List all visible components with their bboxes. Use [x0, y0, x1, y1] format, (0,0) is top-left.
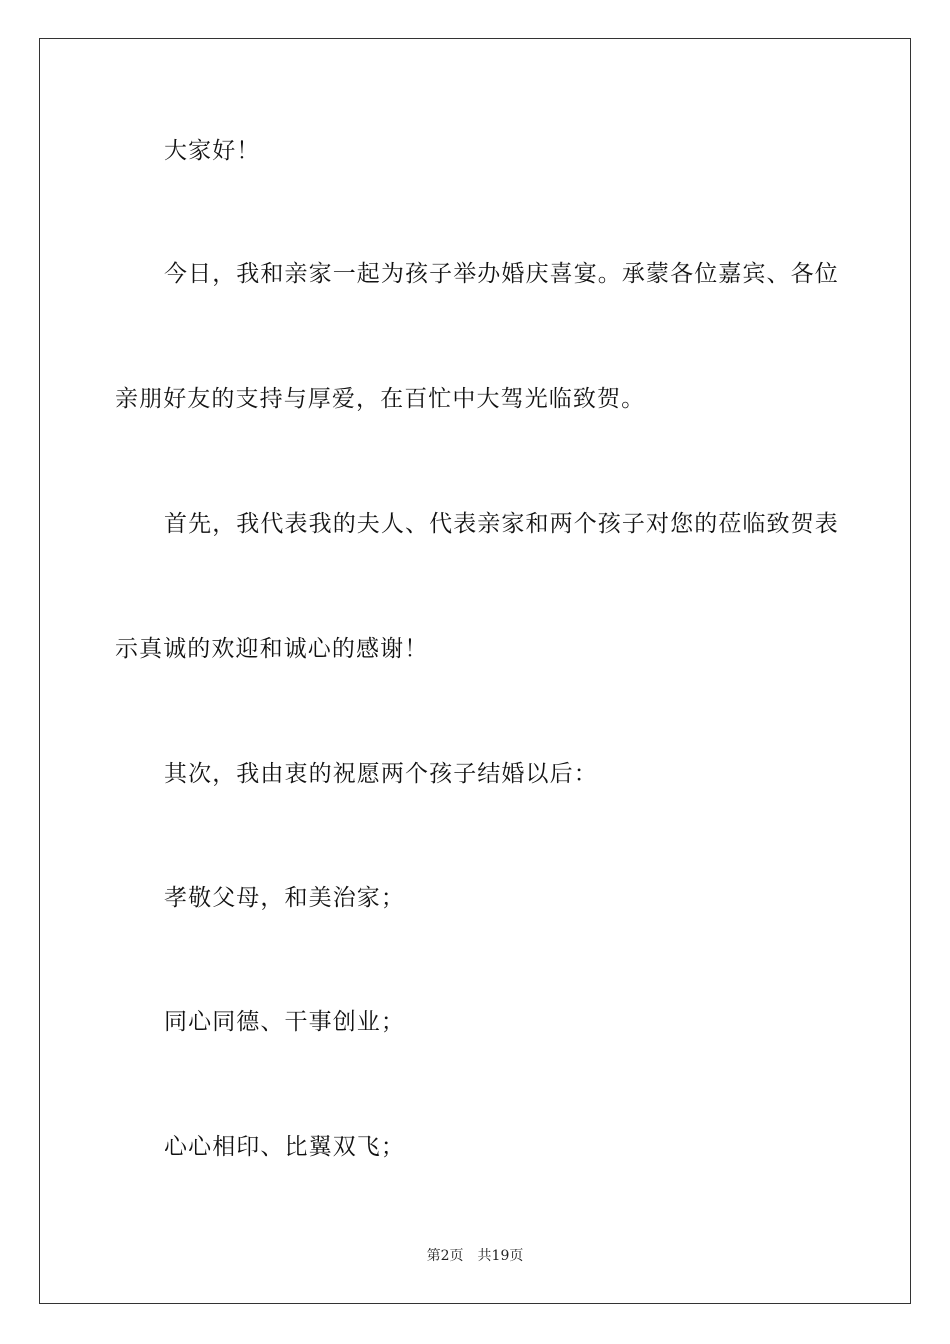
- page-footer: [0, 1247, 950, 1265]
- greeting-line: 大家好！: [164, 138, 261, 164]
- paragraph-line: 首先，我代表我的夫人、代表亲家和两个孩子对您的莅临致贺表: [164, 511, 839, 537]
- paragraph-line: 其次，我由衷的祝愿两个孩子结婚以后：: [164, 761, 598, 787]
- paragraph-line: 同心同德、干事创业；: [164, 1009, 405, 1035]
- page-frame: [39, 38, 911, 1304]
- paragraph-line: 心心相印、比翼双飞；: [164, 1134, 405, 1160]
- paragraph-line: 亲朋好友的支持与厚爱，在百忙中大驾光临致贺。: [115, 386, 646, 412]
- paragraph-line: 示真诚的欢迎和诚心的感谢！: [115, 636, 429, 662]
- paragraph-line: 今日，我和亲家一起为孩子举办婚庆喜宴。承蒙各位嘉宾、各位: [164, 261, 839, 287]
- paragraph-line: 孝敬父母，和美治家；: [164, 885, 405, 911]
- page-total: 共19页: [477, 1248, 524, 1264]
- page-number: 第2页: [426, 1248, 464, 1264]
